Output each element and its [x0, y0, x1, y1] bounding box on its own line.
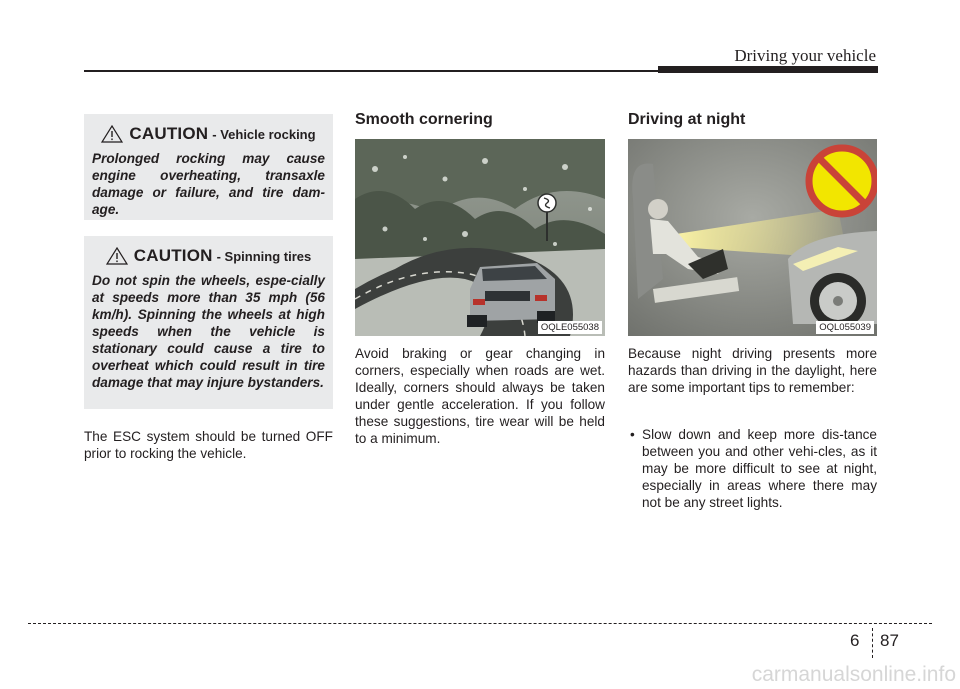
page-number: 87 — [880, 631, 899, 650]
chapter-number: 6 — [850, 631, 860, 650]
figure-code: OQLE055038 — [538, 321, 602, 334]
night-driving-illustration — [628, 139, 877, 336]
footer-rule — [28, 623, 932, 624]
smooth-cornering-text: Avoid braking or gear changing in corners, especially when roads are wet. Ideally, corners should always be taken under gentle acceleration. If you follow these suggestions, tire wear will be held to a minimum. — [355, 346, 605, 446]
smooth-cornering-heading: Smooth cornering — [355, 111, 493, 128]
caution-label: CAUTION — [133, 246, 213, 265]
caution-box-vehicle-rocking — [84, 114, 333, 220]
header-rule — [84, 70, 664, 72]
footer-divider — [872, 628, 874, 658]
caution-text: Do not spin the wheels, espe-cially at speeds more than 35 mph (56 km/h). Spinning the wheels at high speeds when the vehicle is stationary could cause a tire to overheat which could result in tire damage that may injure bystanders. — [92, 273, 325, 390]
caution-box-spinning-tires — [84, 236, 333, 409]
caution-label: CAUTION — [129, 124, 209, 143]
driving-at-night-text: Because night driving presents more hazards than driving in the daylight, here are some important tips to remember: — [628, 346, 877, 395]
cornering-illustration — [355, 139, 605, 336]
caution-subtitle: - Spinning tires — [216, 248, 312, 264]
caution-text: Prolonged rocking may cause engine overheating, transaxle damage or failure, and tire dam-age. — [92, 151, 325, 217]
esc-note-text: The ESC system should be turned OFF prior to rocking the vehicle. — [84, 429, 333, 461]
watermark: carmanualsonline.info — [751, 663, 956, 686]
night-tips-list — [628, 426, 877, 511]
night-driving-figure — [628, 139, 877, 336]
list-item: • Slow down and keep more dis-tance between you and other vehi-cles, as it may be more difficult to see at night, especially in areas where there may not be any street lights. — [628, 426, 877, 511]
figure-code: OQL055039 — [816, 321, 874, 334]
smooth-cornering-figure — [355, 139, 605, 336]
caution-title — [92, 246, 325, 266]
warning-triangle-icon — [106, 247, 128, 265]
header-rule-accent — [658, 66, 878, 73]
caution-subtitle: - Vehicle rocking — [212, 126, 316, 142]
driving-at-night-heading: Driving at night — [628, 111, 746, 128]
page-header-title: Driving your vehicle — [734, 46, 876, 65]
warning-triangle-icon — [101, 125, 123, 143]
caution-title — [92, 124, 325, 144]
